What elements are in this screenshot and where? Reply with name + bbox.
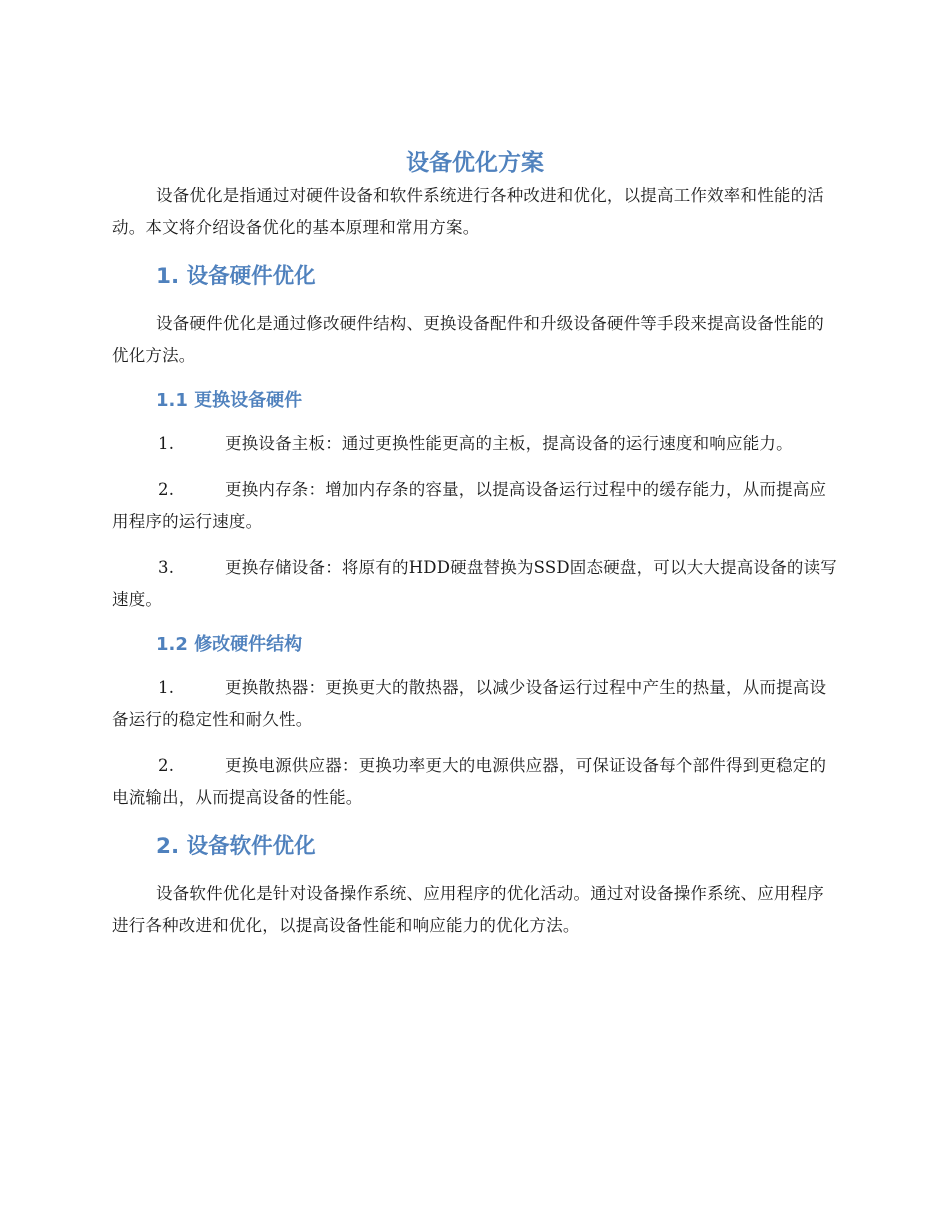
list-item-text: 更换存储设备：将原有的HDD硬盘替换为SSD固态硬盘，可以大大提高设备的读写速度。 <box>112 558 837 609</box>
list-item-number: 1. <box>158 434 175 453</box>
list-item <box>112 428 838 460</box>
section-2-heading: 2. 设备软件优化 <box>156 834 316 859</box>
list-item <box>112 474 838 538</box>
list-item-text: 更换电源供应器：更换功率更大的电源供应器，可保证设备每个部件得到更稳定的电流输出，从而提高设备的性能。 <box>112 756 827 807</box>
list-item-text: 更换内存条：增加内存条的容量，以提高设备运行过程中的缓存能力，从而提高应用程序的运行速度。 <box>112 480 827 531</box>
list-item-number: 2. <box>158 756 175 775</box>
list-item <box>112 672 838 736</box>
intro-paragraph: 设备优化是指通过对硬件设备和软件系统进行各种改进和优化，以提高工作效率和性能的活动。本文将介绍设备优化的基本原理和常用方案。 <box>112 186 824 237</box>
section-1-paragraph: 设备硬件优化是通过修改硬件结构、更换设备配件和升级设备硬件等手段来提高设备性能的优化方法。 <box>112 314 824 365</box>
list-item-number: 1. <box>158 678 175 697</box>
list-item-text: 更换散热器：更换更大的散热器，以减少设备运行过程中产生的热量，从而提高设备运行的稳定性和耐久性。 <box>112 678 827 729</box>
list-item <box>112 552 838 616</box>
list-item-number: 3. <box>158 558 175 577</box>
section-2-paragraph: 设备软件优化是针对设备操作系统、应用程序的优化活动。通过对设备操作系统、应用程序进行各种改进和优化，以提高设备性能和响应能力的优化方法。 <box>112 884 824 935</box>
subsection-1-2-heading: 1.2 修改硬件结构 <box>156 634 303 655</box>
list-item-number: 2. <box>158 480 175 499</box>
section-1-heading: 1. 设备硬件优化 <box>156 264 316 289</box>
subsection-1-1-heading: 1.1 更换设备硬件 <box>156 390 303 411</box>
document-title: 设备优化方案 <box>406 150 544 176</box>
list-item-text: 更换设备主板：通过更换性能更高的主板，提高设备的运行速度和响应能力。 <box>225 434 793 453</box>
list-item <box>112 750 838 814</box>
